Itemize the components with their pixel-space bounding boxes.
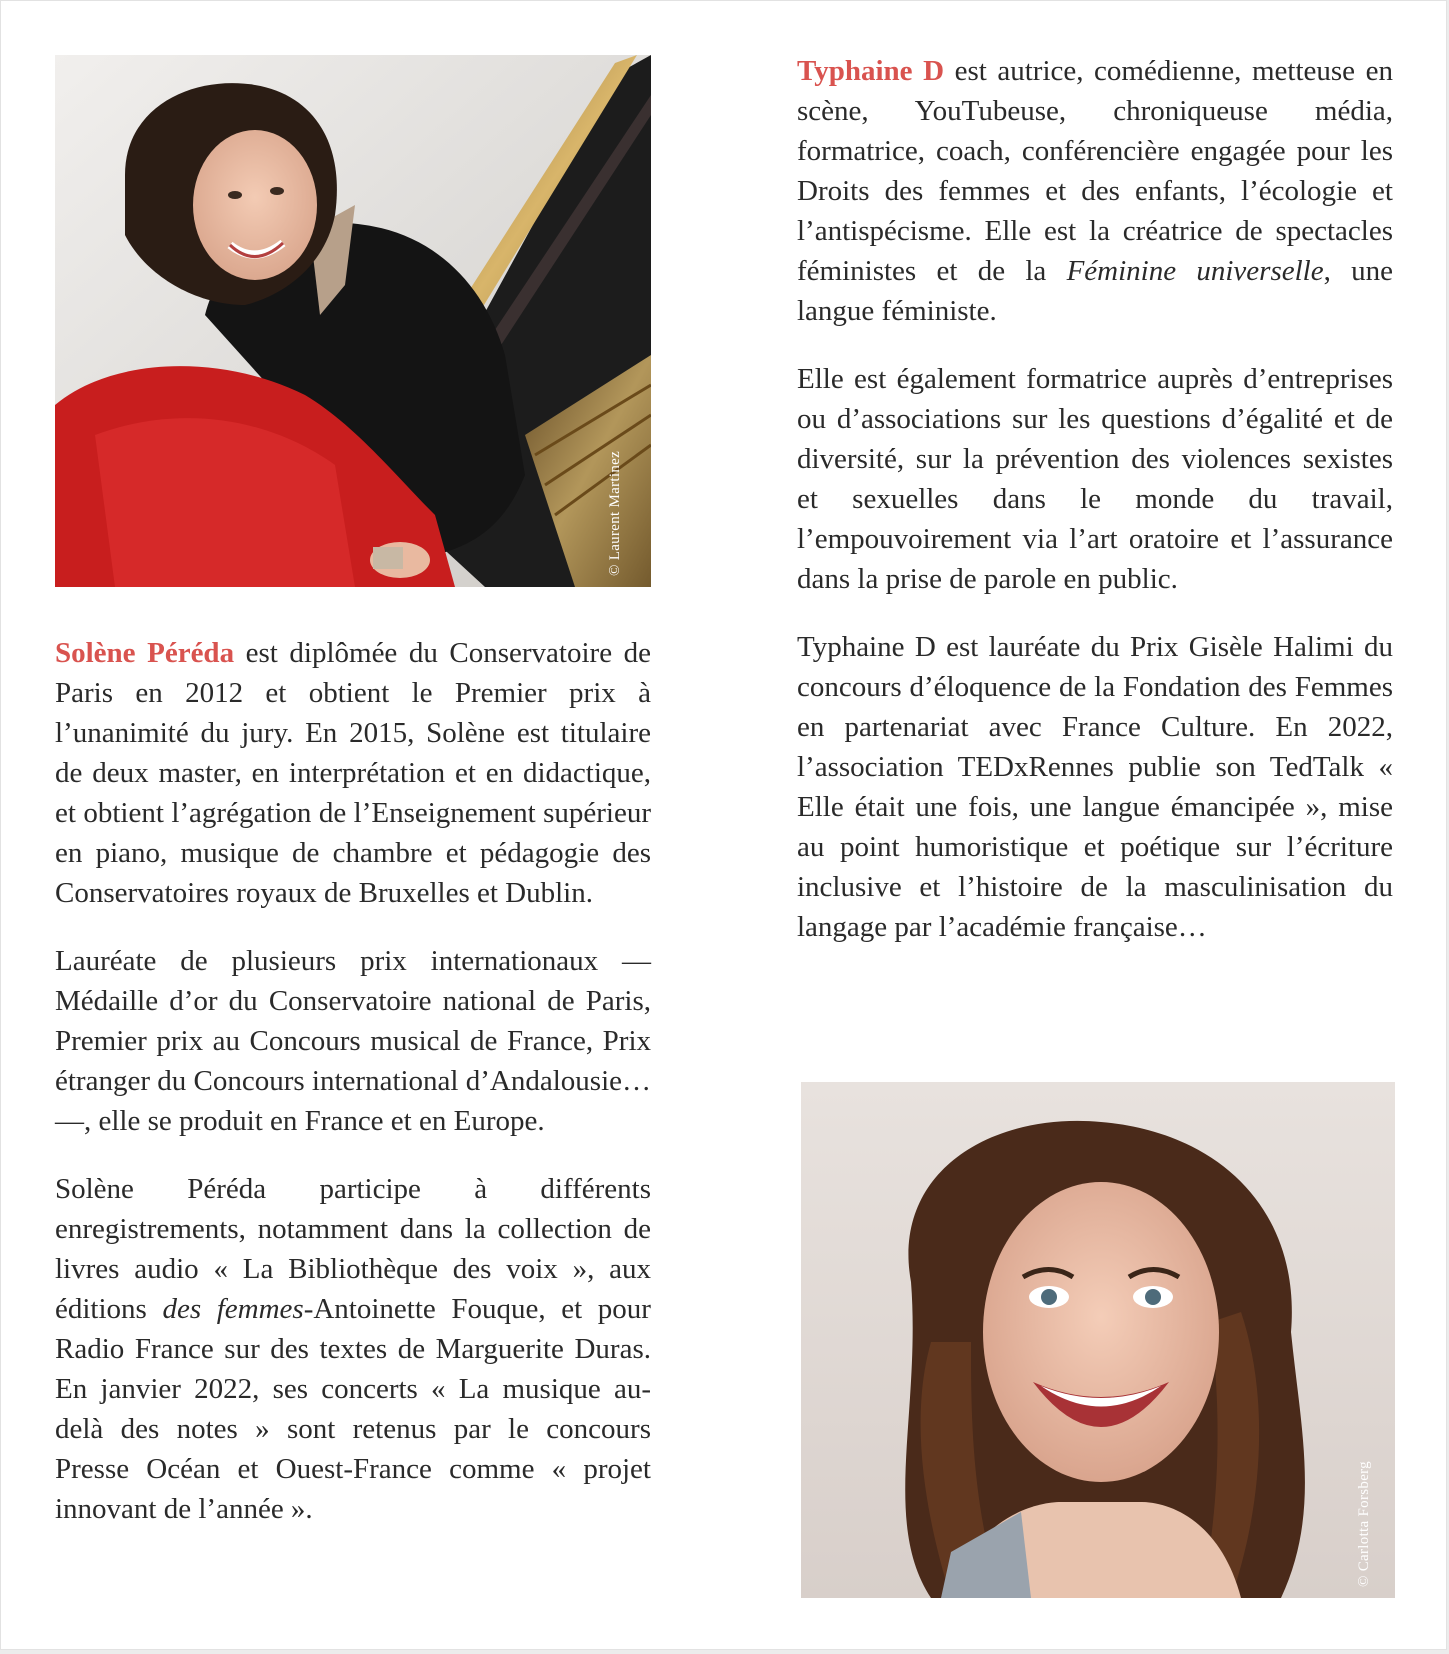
solene-bio-text-end: -Antoinette Fouque, et pour Radio France sur des textes de Marguerite Duras. En janvier 2022, ses concerts « La musique au-delà des notes » sont retenus par le concours Presse Océan et Ouest-France comme « projet innovant de l’année ».	[55, 1293, 651, 1525]
typhaine-bio-paragraph-3: Typhaine D est lauréate du Prix Gisèle Halimi du concours d’éloquence de la Fondation des Femmes en partenariat avec France Culture. En 2022, l’association TEDxRennes publie son TedTalk « Elle était une fois, une langue émancipée », mise au point humoristique et poétique sur l’écriture inclusive et l’histoire de la masculinisation du langage par l’académie française…	[797, 631, 1393, 943]
typhaine-name: Typhaine D	[797, 55, 945, 87]
feminine-universelle-title: Féminine universelle	[1066, 255, 1324, 287]
typhaine-bio-text: est autrice, comédienne, metteuse en scène, YouTubeuse, chroniqueuse média, formatrice, coach, conférencière engagée pour les Droits des femmes et des enfants, l’écologie et l’antispécisme. Elle est la créatrice de spectacles féministes et de la	[797, 55, 1393, 287]
photo-credit-right: © Carlotta Forsberg	[1356, 1461, 1372, 1587]
solene-name: Solène Péréda	[55, 637, 235, 669]
photo-pianist	[55, 55, 651, 587]
pianist-illustration	[55, 55, 651, 587]
left-column	[55, 633, 651, 1557]
solene-bio-paragraph-2: Lauréate de plusieurs prix internationaux — Médaille d’or du Conservatoire national de Paris, Premier prix au Concours musical de France, Prix étranger du Concours international d’Andalousie… —, elle se produit en France et en Europe.	[55, 945, 651, 1137]
right-column	[797, 51, 1393, 975]
typhaine-illustration	[801, 1082, 1395, 1598]
photo-typhaine	[801, 1082, 1395, 1598]
solene-bio-text-start: Solène Péréda participe à différents enregistrements, notamment dans la collection de livres audio « La Bibliothèque des voix », aux éditions	[55, 1173, 651, 1325]
typhaine-bio-paragraph-1	[797, 51, 1393, 331]
typhaine-bio-text-end: , une langue féministe.	[797, 255, 1393, 327]
des-femmes-publisher: des femmes	[162, 1293, 304, 1325]
photo-credit-left: © Laurent Martinez	[607, 450, 623, 576]
solene-bio-paragraph-1	[55, 633, 651, 913]
solene-bio-paragraph-3	[55, 1169, 651, 1529]
typhaine-bio-paragraph-2: Elle est également formatrice auprès d’entreprises ou d’associations sur les questions d’égalité et de diversité, sur la prévention des violences sexistes et sexuelles dans le monde du travail, l’empouvoirement via l’art oratoire et l’assurance dans la prise de parole en public.	[797, 363, 1393, 595]
solene-bio-text: est diplômée du Conservatoire de Paris en 2012 et obtient le Premier prix à l’unanimité du jury. En 2015, Solène est titulaire de deux master, en interprétation et en didactique, et obtient l’agrégation de l’Enseignement supérieur en piano, musique de chambre et pédagogie des Conservatoires royaux de Bruxelles et Dublin.	[55, 637, 651, 909]
